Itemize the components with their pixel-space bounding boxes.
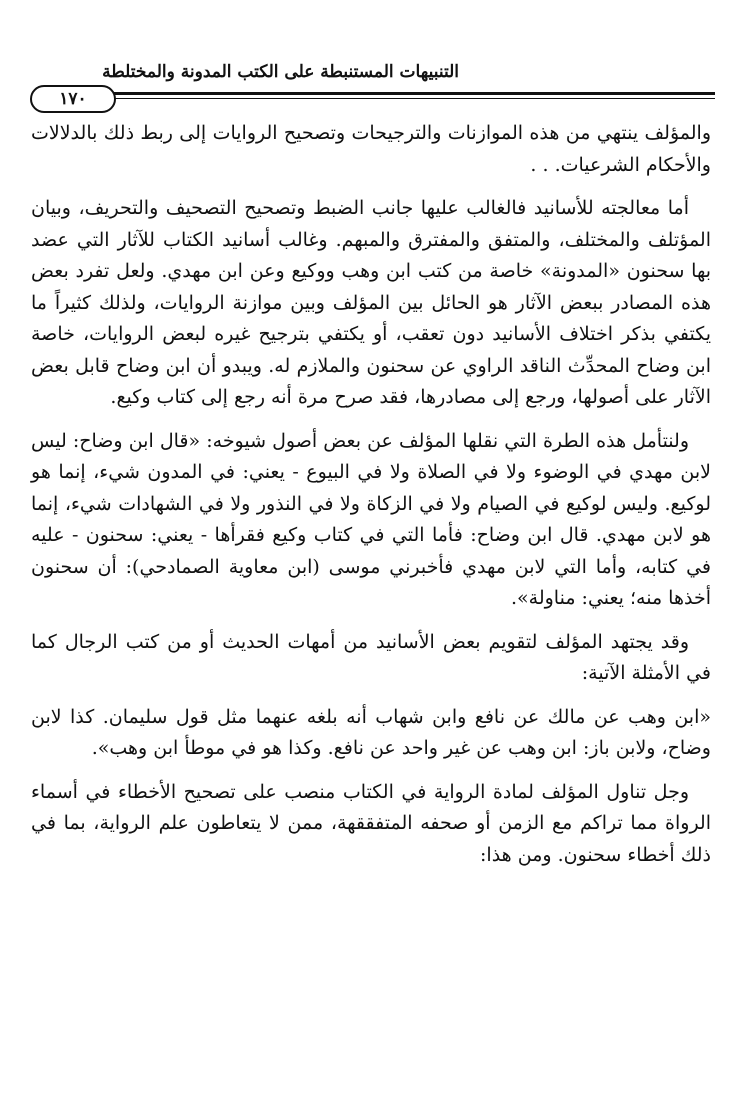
paragraph-1: والمؤلف ينتهي من هذه الموازنات والترجيحات وتصحيح الروايات إلى ربط ذلك بالدلالات والأحكام الشرعيات. . . [31,122,711,176]
paragraph-3: ولنتأمل هذه الطرة التي نقلها المؤلف عن بعض أصول شيوخه: «قال ابن وضاح: ليس لابن مهدي في الوضوء ولا في الصلاة ولا في البيوع - يعني: في المدون شيء، إنما هو لوكيع. وليس لوكيع في الصيام ولا في الزكاة ولا في النذور ولا في الشهادات شيء، إنما هو لابن مهدي. قال ابن وضاح: فأما التي في كتاب وكيع فقرأها - يعني: سحنون - عليه في كتابه، وأما التي لابن مهدي فأخبرني موسى (ابن معاوية الصمادحي): أن سحنون أخذها منه؛ يعني: مناولة». [31,429,711,609]
paragraph-2: أما معالجته للأسانيد فالغالب عليها جانب الضبط وتصحيح التصحيف والتحريف، وبيان المؤتلف والمختلف، والمتفق والمفترق والمبهم. وغالب أسانيد الكتاب للآثار التي عضد بها سحنون «المدونة» خاصة من كتب ابن وهب ووكيع وعن ابن مهدي. ولعل تفرد بعض هذه المصادر ببعض الآثار هو الحائل بين المؤلف وبين موازنة الروايات، ولذلك كثيراً ما يكتفي بذكر اختلاف الأسانيد دون تعقب، أو يكتفي بترجيح غيره لبعض الروايات، خاصة ابن وضاح المحدِّث الناقد الراوي عن سحنون والملازم له. ويبدو أن ابن وضاح قابل بعض الآثار على أصولها، ورجع إلى مصادرها، فقد صرح مرة أنه رجع إلى كتاب وكيع. [31,197,711,408]
running-title: التنبيهات المستنبطة على الكتب المدونة والمختلطة [102,62,459,82]
header-rule-thick [110,92,715,95]
paragraph-6: وجل تناول المؤلف لمادة الرواية في الكتاب منصب على تصحيح الأخطاء في أسماء الرواة مما تراكم مع الزمن أو صحفه المتفققهة، ممن لا يتعاطون علم الرواية، بما في ذلك أخطاء سحنون. ومن هذا: [31,780,711,866]
body-text [31,118,711,883]
page-number: ١٧٠ [30,85,116,113]
paragraph-4: وقد يجتهد المؤلف لتقويم بعض الأسانيد من أمهات الحديث أو من كتب الرجال كما في الأمثلة الآتية: [31,630,711,684]
paragraph-5-quote: «ابن وهب عن مالك عن نافع وابن شهاب أنه بلغه عنهما مثل قول سليمان. كذا لابن وضاح، ولابن باز: ابن وهب عن غير واحد عن نافع. وكذا هو في موطأ ابن وهب». [31,705,711,759]
header-rule-thin [110,98,715,99]
